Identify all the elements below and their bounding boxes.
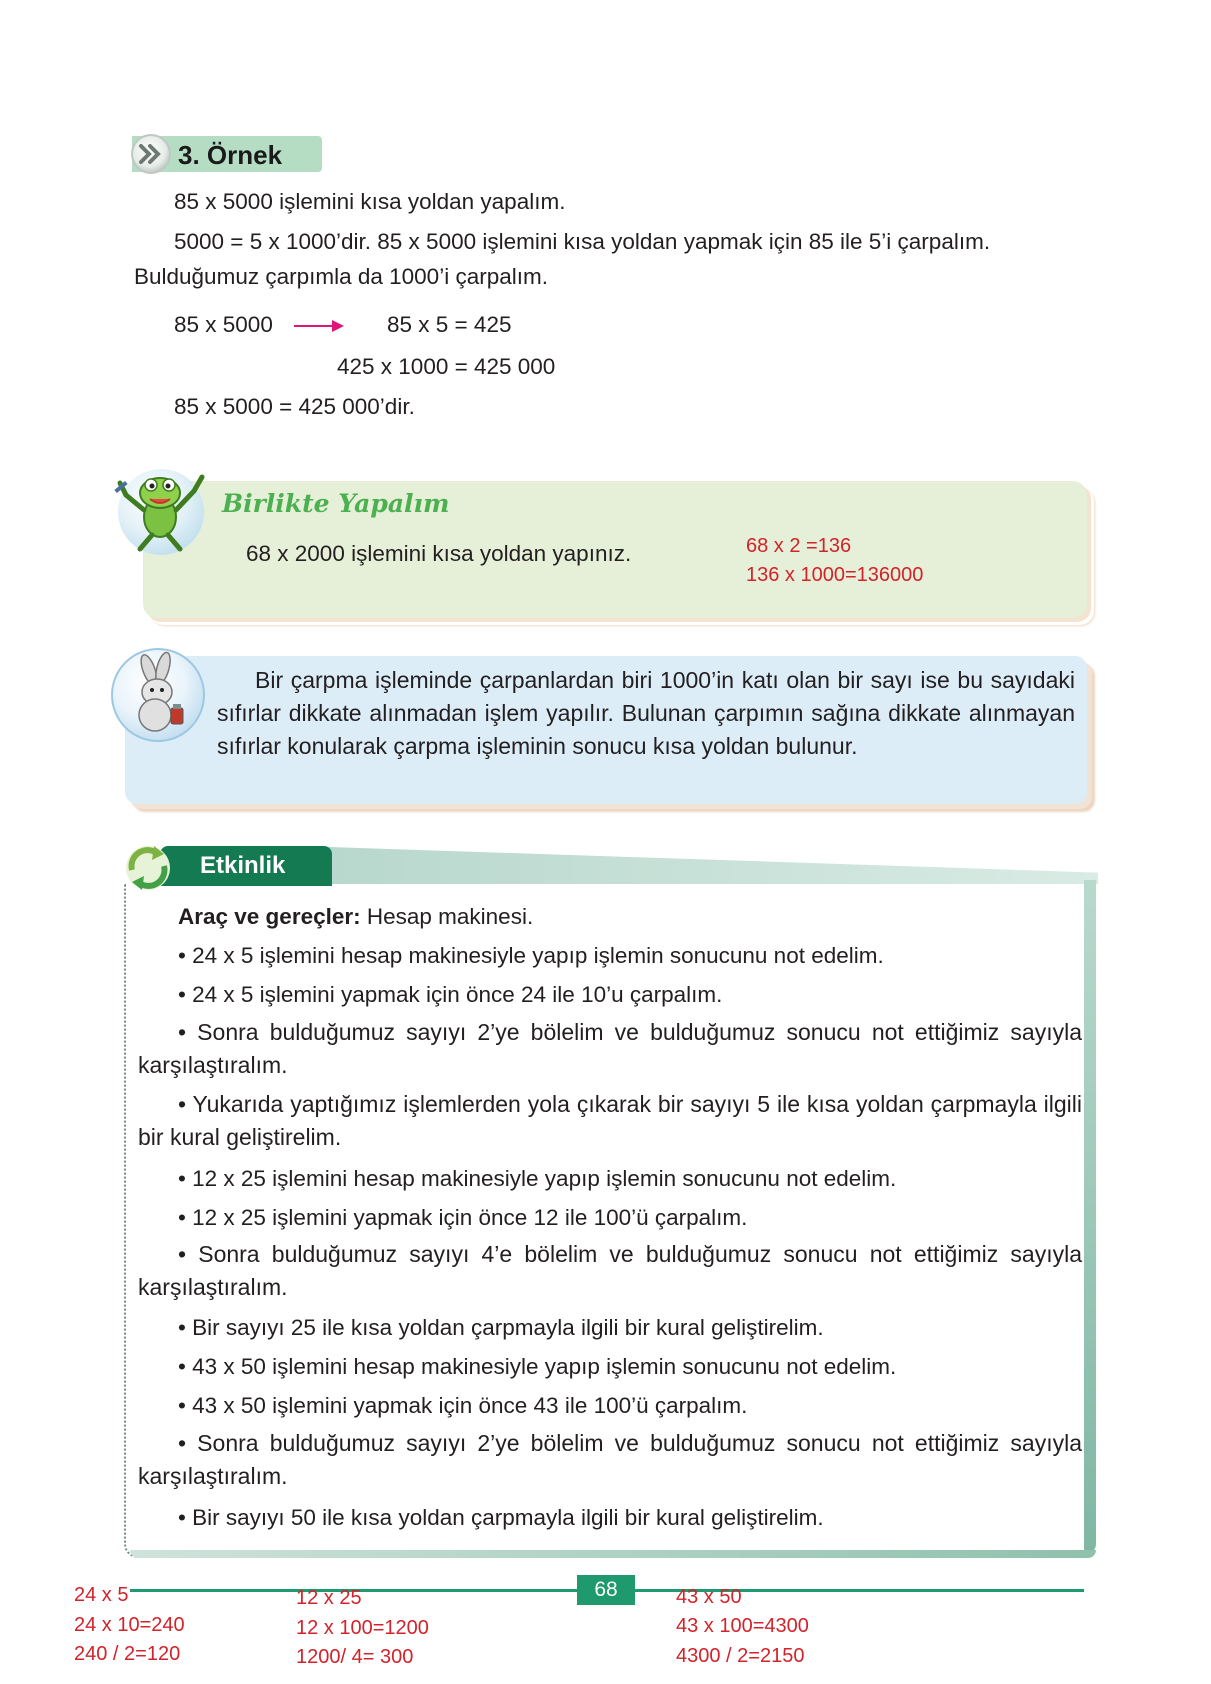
tools-line	[178, 904, 533, 930]
example-conclusion: 85 x 5000 = 425 000’dir.	[174, 394, 415, 419]
bullet-item: • 24 x 5 işlemini yapmak için önce 24 ile 10’u çarpalım.	[178, 982, 723, 1007]
note-a-3: 240 / 2=120	[74, 1643, 181, 1665]
note-a-2: 24 x 10=240	[74, 1614, 185, 1636]
birlikte-answer-2: 136 x 1000=136000	[746, 564, 924, 586]
bullet-item: • 12 x 25 işlemini hesap makinesiyle yapıp işlemin sonucunu not edelim.	[178, 1166, 897, 1191]
page-number: 68	[577, 1575, 635, 1605]
note-b-3: 1200/ 4= 300	[296, 1646, 414, 1668]
bullet-item: • Sonra bulduğumuz sayıyı 4’e bölelim ve bulduğumuz sonucu not ettiğimiz sayıyla karşılaştıralım.	[138, 1241, 1082, 1300]
frog-mascot-icon	[118, 469, 204, 555]
bullet-item: • 43 x 50 işlemini hesap makinesiyle yapıp işlemin sonucunu not edelim.	[178, 1354, 897, 1379]
calc-left: 85 x 5000	[174, 312, 273, 337]
calc-step-2: 425 x 1000 = 425 000	[337, 354, 556, 379]
birlikte-answer-1: 68 x 2 =136	[746, 535, 852, 557]
rabbit-mascot-icon	[111, 648, 205, 742]
example-title: 3. Örnek	[178, 140, 283, 170]
bullet-item: • Yukarıda yaptığımız işlemlerden yola çıkarak bir sayıyı 5 ile kısa yoldan çarpmayla ilgili bir kural geliştirelim.	[138, 1091, 1082, 1150]
bullet-item: • Sonra bulduğumuz sayıyı 2’ye bölelim ve bulduğumuz sonucu not ettiğimiz sayıyla karşılaştıralım.	[138, 1430, 1082, 1489]
note-b-1: 12 x 25	[296, 1587, 362, 1609]
note-a-1: 24 x 5	[74, 1584, 129, 1606]
example-line-1: 85 x 5000 işlemini kısa yoldan yapalım.	[174, 189, 566, 214]
note-c-1: 43 x 50	[676, 1586, 742, 1608]
double-chevron-right-icon	[131, 134, 171, 174]
note-c-2: 43 x 100=4300	[676, 1615, 809, 1637]
birlikte-title: Birlikte Yapalım	[222, 489, 450, 518]
etkinlik-box-shadow-right	[1084, 880, 1096, 1554]
bullet-item: • Bir sayıyı 50 ile kısa yoldan çarpmayla ilgili bir kural geliştirelim.	[178, 1505, 824, 1530]
tools-value: Hesap makinesi.	[360, 904, 534, 929]
bullet-item: • 43 x 50 işlemini yapmak için önce 43 ile 100’ü çarpalım.	[178, 1393, 748, 1418]
bullet-item: • 24 x 5 işlemini hesap makinesiyle yapıp işlemin sonucunu not edelim.	[178, 943, 884, 968]
example-line-2a: 5000 = 5 x 1000’dir. 85 x 5000 işlemini kısa yoldan yapmak için 85 ile 5’i çarpalım.	[174, 229, 991, 254]
right-arrow-icon	[292, 318, 348, 334]
etkinlik-title: Etkinlik	[200, 852, 286, 879]
bullet-item: • 12 x 25 işlemini yapmak için önce 12 ile 100’ü çarpalım.	[178, 1205, 748, 1230]
tools-label: Araç ve gereçler:	[178, 904, 361, 929]
bullet-item: • Bir sayıyı 25 ile kısa yoldan çarpmayla ilgili bir kural geliştirelim.	[178, 1315, 824, 1340]
note-c-3: 4300 / 2=2150	[676, 1645, 805, 1667]
example-line-2b: Bulduğumuz çarpımla da 1000’i çarpalım.	[134, 264, 548, 289]
birlikte-task: 68 x 2000 işlemini kısa yoldan yapınız.	[246, 541, 632, 566]
calc-step-1: 85 x 5 = 425	[387, 312, 512, 337]
info-text	[217, 664, 1075, 763]
info-text-body: Bir çarpma işleminde çarpanlardan biri 1000’in katı olan bir sayı ise bu sayıdaki sıfırlar dikkate alınmadan işlem yapılır. Bulunan çarpımın sağına dikkate alınmayan sıfırlar konularak çarpma işleminin sonucu kısa yoldan bulunur.	[217, 667, 1075, 759]
etkinlik-box-shadow-bottom	[130, 1550, 1096, 1558]
etkinlik-banner	[300, 846, 1098, 884]
bullet-item: • Sonra bulduğumuz sayıyı 2’ye bölelim ve bulduğumuz sonucu not ettiğimiz sayıyla karşılaştıralım.	[138, 1019, 1082, 1078]
note-b-2: 12 x 100=1200	[296, 1617, 429, 1639]
cycle-arrows-icon	[120, 840, 176, 896]
